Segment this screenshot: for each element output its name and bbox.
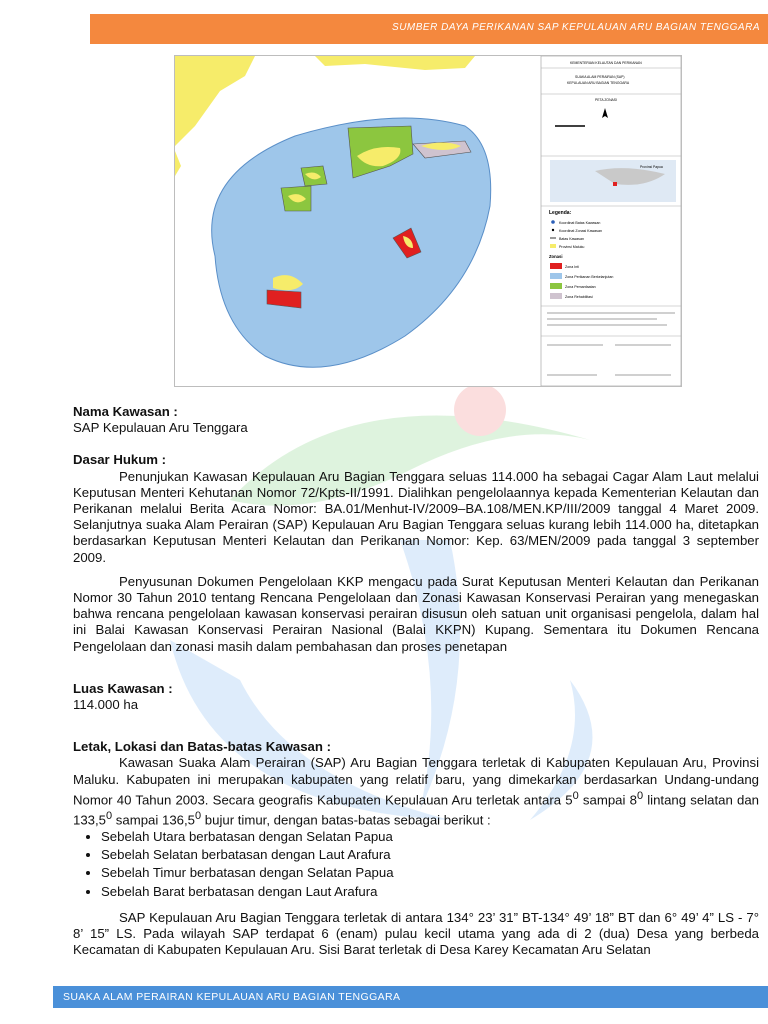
map-ministry: KEMENTERIAN KELAUTAN DAN PERIKANAN (570, 61, 642, 65)
luas-kawasan-heading: Luas Kawasan : (73, 680, 173, 696)
legend-item-4: Provinsi Maluku (559, 245, 585, 249)
footer-title: SUAKA ALAM PERAIRAN KEPULAUAN ARU BAGIAN TENGGARA (63, 991, 401, 1003)
list-item: • Sebelah Selatan berbatasan dengan Laut Arafura (101, 847, 759, 863)
batas-list (73, 829, 759, 900)
zonasi-item-3: Zona Pemanfaatan (565, 285, 596, 289)
list-item: • Sebelah Timur berbatasan dengan Selatan Papua (101, 865, 759, 881)
list-item: • Sebelah Barat berbatasan dengan Laut Arafura (101, 884, 759, 900)
header-bar (90, 14, 768, 44)
map-inset-label: Provinsi Papua (640, 165, 663, 169)
list-item: • Sebelah Utara berbatasan dengan Selatan Papua (101, 829, 759, 845)
zonasi-title: Zonasi (549, 254, 563, 259)
legend-item-1: Koordinat Batas Kawasan (559, 221, 601, 225)
map-graphic (175, 56, 681, 386)
legend-item-3: Batas Kawasan (559, 237, 584, 241)
letak-heading: Letak, Lokasi dan Batas-batas Kawasan : (73, 739, 331, 755)
legend-item-2: Koordinat Zonasi Kawasan (559, 229, 602, 233)
nama-kawasan-value: SAP Kepulauan Aru Tenggara (73, 420, 248, 436)
nama-kawasan-heading: Nama Kawasan : (73, 404, 178, 419)
map-label: PETA ZONASI (595, 98, 617, 102)
dasar-hukum-paragraph-2: Penyusunan Dokumen Pengelolaan KKP mengacu pada Surat Keputusan Menteri Kelautan dan Perikanan Nomor 30 Tahun 2010 tentang Rencana Pengelolaan dan Zonasi Kawasan Konservasi Perairan yang menegaskan bahwa rencana pengelolaan kawasan konservasi perairan disusun oleh satuan unit organisasi pengelola, dalam hal ini Balai Kawasan Konservasi Perairan Nasional (Balai KKPN) Kupang. Sementara itu Dokumen Rencana Pengelolaan dan zonasi masih dalam pembahasan dan proses penetapan (73, 573, 759, 654)
legend-title: Legenda: (549, 210, 572, 216)
zonasi-item-4: Zona Rehabilitasi (565, 295, 593, 299)
zonation-map (174, 55, 682, 387)
map-title-line1: SUAKA ALAM PERAIRAN (SAP) (575, 75, 625, 79)
map-title-line2: KEPULAUAN ARU BAGIAN TENGGARA (567, 81, 630, 85)
letak-paragraph-2: SAP Kepulauan Aru Bagian Tenggara terletak di antara 134° 23’ 31” BT-134° 49’ 18” BT dan 6° 49’ 4” LS - 7° 8’ 15” LS. Pada wilayah SAP terdapat 6 (enam) pulau kecil utama yang ada di 2 (dua) Desa yang berbeda Kecamatan di Kabupaten Kepulauan Aru. Sisi Barat terletak di Desa Karey Kecamatan Aru Selatan (73, 909, 759, 958)
letak-paragraph-1: Kawasan Suaka Alam Perairan (SAP) Aru Bagian Tenggara terletak di Kabupaten Kepulauan Aru, Provinsi Maluku. Kabupaten ini merupakan kabupaten yang relatif baru, yang dimekarkan berdasarkan Undang-undang Nomor 40 Tahun 2003. Secara geografis Kabupaten Kepulauan Aru terletak antara $5^0$ sampai $8^0$ lintang selatan dan 133,5$^0$ sampai 136,5$^0$ bujur timur, dengan batas-batas sebagai berikut : (73, 755, 759, 828)
header-title: SUMBER DAYA PERIKANAN SAP KEPULAUAN ARU BAGIAN TENGGARA (392, 22, 760, 33)
dasar-hukum-paragraph-1: Penunjukan Kawasan Kepulauan Aru Bagian Tenggara seluas 114.000 ha sebagai Cagar Alam Laut melalui Keputusan Menteri Kehutanan Nomor 72/Kpts-II/1991. Dialihkan pengelolaannya kepada Kementerian Kelautan dan Perikanan melalui Berita Acara Nomor: BA.01/Menhut-IV/2009–BA.108/MEN.KP/III/2009 tanggal 4 Maret 2009. Selanjutnya suaka Alam Perairan (SAP) Kepulauan Aru Bagian Tenggara seluas kurang lebih 114.000 ha, ditetapkan berdasarkan Keputusan Menteri Kelautan dan Perikanan Nomor: Kep. 63/MEN/2009 pada tanggal 3 september 2009. (73, 468, 759, 565)
zonasi-item-1: Zona Inti (565, 265, 579, 269)
zonasi-item-2: Zona Perikanan Berkelanjutan (565, 275, 614, 279)
luas-kawasan-value: 114.000 ha (73, 697, 139, 713)
document-body (73, 404, 759, 958)
footer-bar (53, 986, 768, 1008)
dasar-hukum-heading: Dasar Hukum : (73, 452, 167, 468)
